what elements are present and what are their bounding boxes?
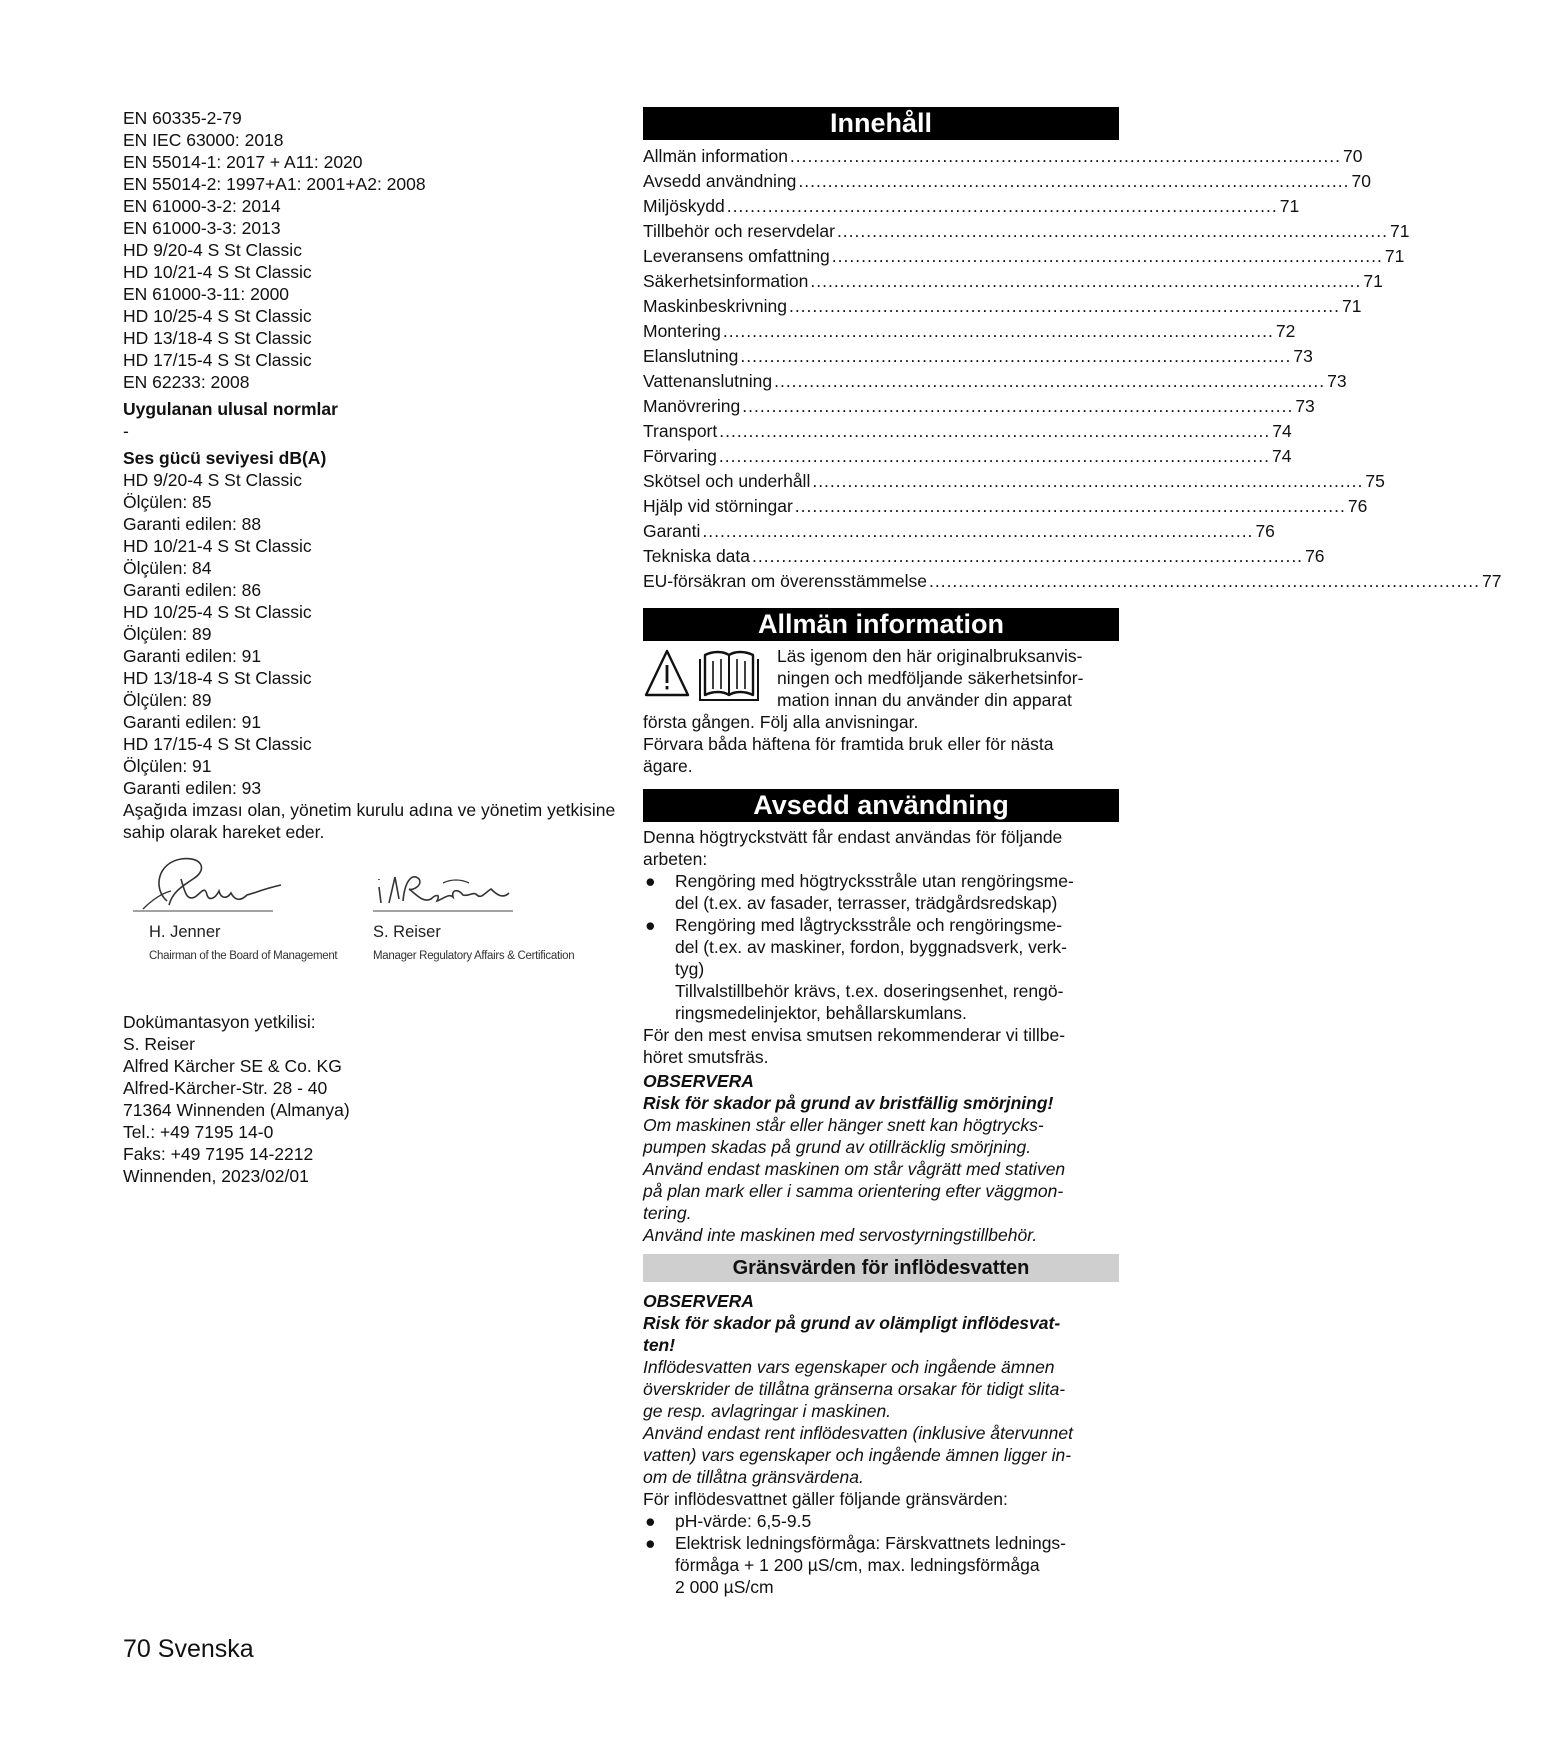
- notice-line: Inflödesvatten vars egenskaper och ingående ämnen: [643, 1357, 1055, 1377]
- toc-entry[interactable]: [643, 494, 1368, 519]
- list-item: [643, 914, 1119, 1024]
- toc-page: 70: [1351, 171, 1371, 191]
- toc-label: Manövrering: [643, 396, 741, 416]
- toc-label: Elanslutning: [643, 346, 739, 366]
- text-line: Elektrisk ledningsförmåga: Färskvattnets lednings-: [675, 1533, 1067, 1553]
- warning-triangle-icon: [643, 645, 773, 709]
- notice-title: Risk för skador på grund av olämpligt inflödesvat-: [643, 1313, 1061, 1333]
- list-item: [643, 870, 1119, 914]
- left-column: [123, 107, 623, 1187]
- toc-label: Avsedd användning: [643, 171, 797, 191]
- warning-icons: [643, 645, 777, 711]
- text-line: Förvara båda häftena för framtida bruk eller för nästa: [643, 734, 1054, 754]
- contact-block: [123, 1011, 623, 1187]
- bullet-icon: ●: [645, 915, 656, 935]
- standard-line: EN 61000-3-2: 2014: [123, 196, 281, 216]
- water-limits-heading: Gränsvärden för inflödesvatten: [643, 1254, 1119, 1282]
- toc-label: Maskinbeskrivning: [643, 296, 787, 316]
- text-line: mation innan du använder din apparat: [777, 690, 1072, 710]
- toc-page: 76: [1305, 546, 1325, 566]
- toc-page: 76: [1347, 496, 1368, 516]
- notice-title: ten!: [643, 1335, 676, 1355]
- toc-label: Garanti: [643, 521, 701, 541]
- text-line: 2 000 µS/cm: [675, 1577, 774, 1597]
- toc-label: Montering: [643, 321, 721, 341]
- toc-page: 71: [1279, 196, 1300, 216]
- toc-leader: ..............................................................................................: [726, 196, 1278, 216]
- toc-page: 71: [1384, 246, 1405, 266]
- toc-leader: ..............................................................................................: [740, 346, 1292, 366]
- toc-page: 73: [1327, 371, 1347, 391]
- toc-entry[interactable]: [643, 444, 1292, 469]
- sound-line: HD 10/25-4 S St Classic: [123, 602, 312, 622]
- notice-line: Om maskinen står eller hänger snett kan högtrycks-: [643, 1115, 1044, 1135]
- toc-leader: ..............................................................................................: [742, 396, 1294, 416]
- reiser-signature-icon: [373, 849, 533, 921]
- notice-label: OBSERVERA: [643, 1071, 754, 1091]
- text-line: Rengöring med lågtrycksstråle och rengöringsme-: [675, 915, 1063, 935]
- notice-line: överskrider de tillåtna gränserna orsakar för tidigt slita-: [643, 1379, 1066, 1399]
- toc-label: Leveransens omfattning: [643, 246, 830, 266]
- text-line: Läs igenom den här originalbruksanvis-: [777, 646, 1083, 666]
- toc-page: 75: [1365, 471, 1385, 491]
- toc-leader: ..............................................................................................: [752, 546, 1304, 566]
- contact-line: S. Reiser: [123, 1034, 195, 1054]
- toc-entry[interactable]: [643, 369, 1347, 394]
- warning-text: [777, 645, 1119, 711]
- text-line: Rengöring med högtrycksstråle utan rengöringsme-: [675, 871, 1074, 891]
- toc-label: Miljöskydd: [643, 196, 725, 216]
- list-item: [643, 1510, 1119, 1532]
- toc-leader: ..............................................................................................: [702, 521, 1254, 541]
- toc-label: Tekniska data: [643, 546, 751, 566]
- toc-page: 77: [1482, 571, 1502, 591]
- notice-line: om de tillåtna gränsvärdena.: [643, 1467, 864, 1487]
- toc-entry[interactable]: [643, 344, 1313, 369]
- text-line: För den mest envisa smutsen rekommenderar vi tillbe-: [643, 1025, 1066, 1045]
- toc-entry[interactable]: [643, 269, 1383, 294]
- toc-leader: ..............................................................................................: [719, 421, 1271, 441]
- toc-leader: ..............................................................................................: [810, 271, 1362, 291]
- text-line: ningen och medföljande säkerhetsinfor-: [777, 668, 1084, 688]
- toc-page: 70: [1342, 146, 1363, 166]
- toc-entry[interactable]: [643, 519, 1275, 544]
- toc-page: 74: [1271, 446, 1292, 466]
- standards-list: [123, 107, 623, 393]
- toc-page: 71: [1363, 271, 1383, 291]
- toc-label: Säkerhetsinformation: [643, 271, 809, 291]
- toc-entry[interactable]: [643, 144, 1363, 169]
- manual-book-icon: [700, 652, 758, 700]
- toc-label: Vattenanslutning: [643, 371, 773, 391]
- signer-name: S. Reiser: [373, 923, 441, 941]
- standard-line: EN IEC 63000: 2018: [123, 130, 284, 150]
- signature-block: [123, 849, 623, 1011]
- toc-entry[interactable]: [643, 169, 1371, 194]
- sound-line: HD 17/15-4 S St Classic: [123, 734, 312, 754]
- text-line: Denna högtryckstvätt får endast användas för följande: [643, 827, 1063, 847]
- toc-leader: ..............................................................................................: [928, 571, 1481, 591]
- sound-line: HD 13/18-4 S St Classic: [123, 668, 312, 688]
- standard-line: EN 61000-3-11: 2000: [123, 284, 290, 304]
- notice-line: Använd inte maskinen med servostyrningstillbehör.: [643, 1225, 1038, 1245]
- toc-page: 71: [1342, 296, 1362, 316]
- toc-leader: ..............................................................................................: [718, 446, 1270, 466]
- toc-leader: ..............................................................................................: [812, 471, 1364, 491]
- toc-page: 71: [1389, 221, 1410, 241]
- standard-line: HD 10/21-4 S St Classic: [123, 262, 312, 282]
- toc-page: 74: [1272, 421, 1292, 441]
- sound-level-heading: Ses gücü seviyesi dB(A): [123, 448, 327, 468]
- sound-line: HD 10/21-4 S St Classic: [123, 536, 312, 556]
- sound-line: Ölçülen: 91: [123, 756, 212, 776]
- notice-line: Använd endast rent inflödesvatten (inklusive återvunnet: [643, 1423, 1073, 1443]
- contact-line: Dokümantasyon yetkilisi:: [123, 1012, 316, 1032]
- contact-line: Alfred Kärcher SE & Co. KG: [123, 1056, 342, 1076]
- intended-use-heading: Avsedd användning: [643, 789, 1119, 822]
- standard-line: EN 61000-3-3: 2013: [123, 218, 281, 238]
- contact-line: Alfred-Kärcher-Str. 28 - 40: [123, 1078, 328, 1098]
- notice-line: ge resp. avlagringar i maskinen.: [643, 1401, 892, 1421]
- standard-line: EN 62233: 2008: [123, 372, 250, 392]
- toc-page: 72: [1275, 321, 1296, 341]
- toc-label: Allmän information: [643, 146, 788, 166]
- text-line: tyg): [675, 959, 705, 979]
- sound-line: Garanti edilen: 91: [123, 646, 262, 666]
- toc-leader: ..............................................................................................: [789, 146, 1341, 166]
- sound-line: Ölçülen: 89: [123, 624, 212, 644]
- toc-page: 73: [1295, 396, 1315, 416]
- page-footer: [123, 1635, 254, 1663]
- sound-line: HD 9/20-4 S St Classic: [123, 470, 302, 490]
- toc-entry[interactable]: [643, 544, 1325, 569]
- general-warning: [643, 645, 1119, 711]
- text-line: Tillvalstillbehör krävs, t.ex. doseringsenhet, rengö-: [675, 981, 1064, 1001]
- signer-role: Chairman of the Board of Management: [149, 950, 338, 962]
- toc-entry[interactable]: [643, 319, 1296, 344]
- standard-line: EN 55014-2: 1997+A1: 2001+A2: 2008: [123, 174, 426, 194]
- toc-leader: ..............................................................................................: [836, 221, 1388, 241]
- toc-leader: ..............................................................................................: [794, 496, 1346, 516]
- signature-jenner: [123, 849, 343, 1011]
- standard-line: EN 60335-2-79: [123, 108, 242, 128]
- signer-name: H. Jenner: [149, 923, 221, 941]
- toc-label: Skötsel och underhåll: [643, 471, 811, 491]
- contact-line: Tel.: +49 7195 14-0: [123, 1122, 274, 1142]
- national-norms-value: -: [123, 421, 129, 441]
- signature-reiser: [373, 849, 613, 1011]
- contact-line: 71364 Winnenden (Almanya): [123, 1100, 350, 1120]
- toc-page: 76: [1255, 521, 1275, 541]
- text-line: del (t.ex. av fasader, terrasser, trädgårdsredskap): [675, 893, 1058, 913]
- text-line: höret smutsfräs.: [643, 1047, 769, 1067]
- sound-line: Ölçülen: 85: [123, 492, 212, 512]
- notice-line: tering.: [643, 1203, 692, 1223]
- standard-line: HD 10/25-4 S St Classic: [123, 306, 312, 326]
- standard-line: HD 13/18-4 S St Classic: [123, 328, 312, 348]
- footer-language: Svenska: [157, 1635, 254, 1663]
- text-line: arbeten:: [643, 849, 708, 869]
- right-column: [643, 107, 1502, 1598]
- sound-line: Ölçülen: 84: [123, 558, 212, 578]
- toc-leader: ..............................................................................................: [831, 246, 1383, 266]
- toc-entry[interactable]: [643, 394, 1315, 419]
- toc-label: Hjälp vid störningar: [643, 496, 793, 516]
- jenner-signature-icon: [123, 849, 303, 921]
- general-heading: Allmän information: [643, 608, 1119, 641]
- standard-line: HD 9/20-4 S St Classic: [123, 240, 302, 260]
- text-line: del (t.ex. av maskiner, fordon, byggnadsverk, verk-: [675, 937, 1067, 957]
- toc-entry[interactable]: [643, 194, 1300, 219]
- toc-entry[interactable]: [643, 419, 1292, 444]
- page-number: 70: [123, 1635, 151, 1663]
- notice-line: på plan mark eller i samma orientering efter väggmon-: [643, 1181, 1064, 1201]
- toc-label: EU-försäkran om överensstämmelse: [643, 571, 927, 591]
- sound-line: Garanti edilen: 88: [123, 514, 262, 534]
- sound-level-list: [123, 469, 623, 799]
- toc-leader: ..............................................................................................: [788, 296, 1340, 316]
- toc-label: Tillbehör och reservdelar: [643, 221, 835, 241]
- notice-line: Använd endast maskinen om står vågrätt med stativen: [643, 1159, 1066, 1179]
- contact-line: Faks: +49 7195 14-2212: [123, 1144, 314, 1164]
- bullet-icon: ●: [645, 1533, 656, 1553]
- toc-entry[interactable]: [643, 469, 1385, 494]
- toc-leader: ..............................................................................................: [798, 171, 1350, 191]
- sound-line: Garanti edilen: 86: [123, 580, 262, 600]
- signer-role: Manager Regulatory Affairs & Certification: [373, 950, 575, 962]
- notice-line: vatten) vars egenskaper och ingående ämnen ligger in-: [643, 1445, 1072, 1465]
- sound-line: Garanti edilen: 91: [123, 712, 262, 732]
- text-line: första gången. Följ alla anvisningar.: [643, 712, 919, 732]
- standard-line: EN 55014-1: 2017 + A11: 2020: [123, 152, 363, 172]
- contact-line: Winnenden, 2023/02/01: [123, 1166, 309, 1186]
- text-line: ringsmedelinjektor, behållarskumlans.: [675, 1003, 967, 1023]
- toc-list: [643, 144, 1502, 594]
- bullet-icon: ●: [645, 871, 656, 891]
- toc-label: Transport: [643, 421, 718, 441]
- bullet-icon: ●: [645, 1511, 656, 1531]
- toc-entry[interactable]: [643, 569, 1502, 594]
- standard-line: HD 17/15-4 S St Classic: [123, 350, 312, 370]
- signature-statement: Aşağıda imzası olan, yönetim kurulu adına ve yönetim yetkisine sahip olarak hareket eder.: [123, 800, 616, 842]
- text-line: ägare.: [643, 756, 693, 776]
- text-line: pH-värde: 6,5-9.5: [675, 1511, 812, 1531]
- text-line: förmåga + 1 200 µS/cm, max. ledningsförmåga: [675, 1555, 1040, 1575]
- toc-leader: ..............................................................................................: [722, 321, 1274, 341]
- notice-title: Risk för skador på grund av bristfällig smörjning!: [643, 1093, 1054, 1113]
- toc-leader: ..............................................................................................: [774, 371, 1326, 391]
- notice-line: pumpen skadas på grund av otillräcklig smörjning.: [643, 1137, 1032, 1157]
- toc-label: Förvaring: [643, 446, 717, 466]
- toc-heading: Innehåll: [643, 107, 1119, 140]
- sound-line: Garanti edilen: 93: [123, 778, 262, 798]
- notice-label: OBSERVERA: [643, 1291, 754, 1311]
- list-item: [643, 1532, 1119, 1598]
- toc-page: 73: [1293, 346, 1313, 366]
- sound-line: Ölçülen: 89: [123, 690, 212, 710]
- toc-entry[interactable]: [643, 219, 1410, 244]
- toc-entry[interactable]: [643, 294, 1362, 319]
- toc-entry[interactable]: [643, 244, 1405, 269]
- national-norms-heading: Uygulanan ulusal normlar: [123, 399, 338, 419]
- text-line: För inflödesvattnet gäller följande gränsvärden:: [643, 1489, 1008, 1509]
